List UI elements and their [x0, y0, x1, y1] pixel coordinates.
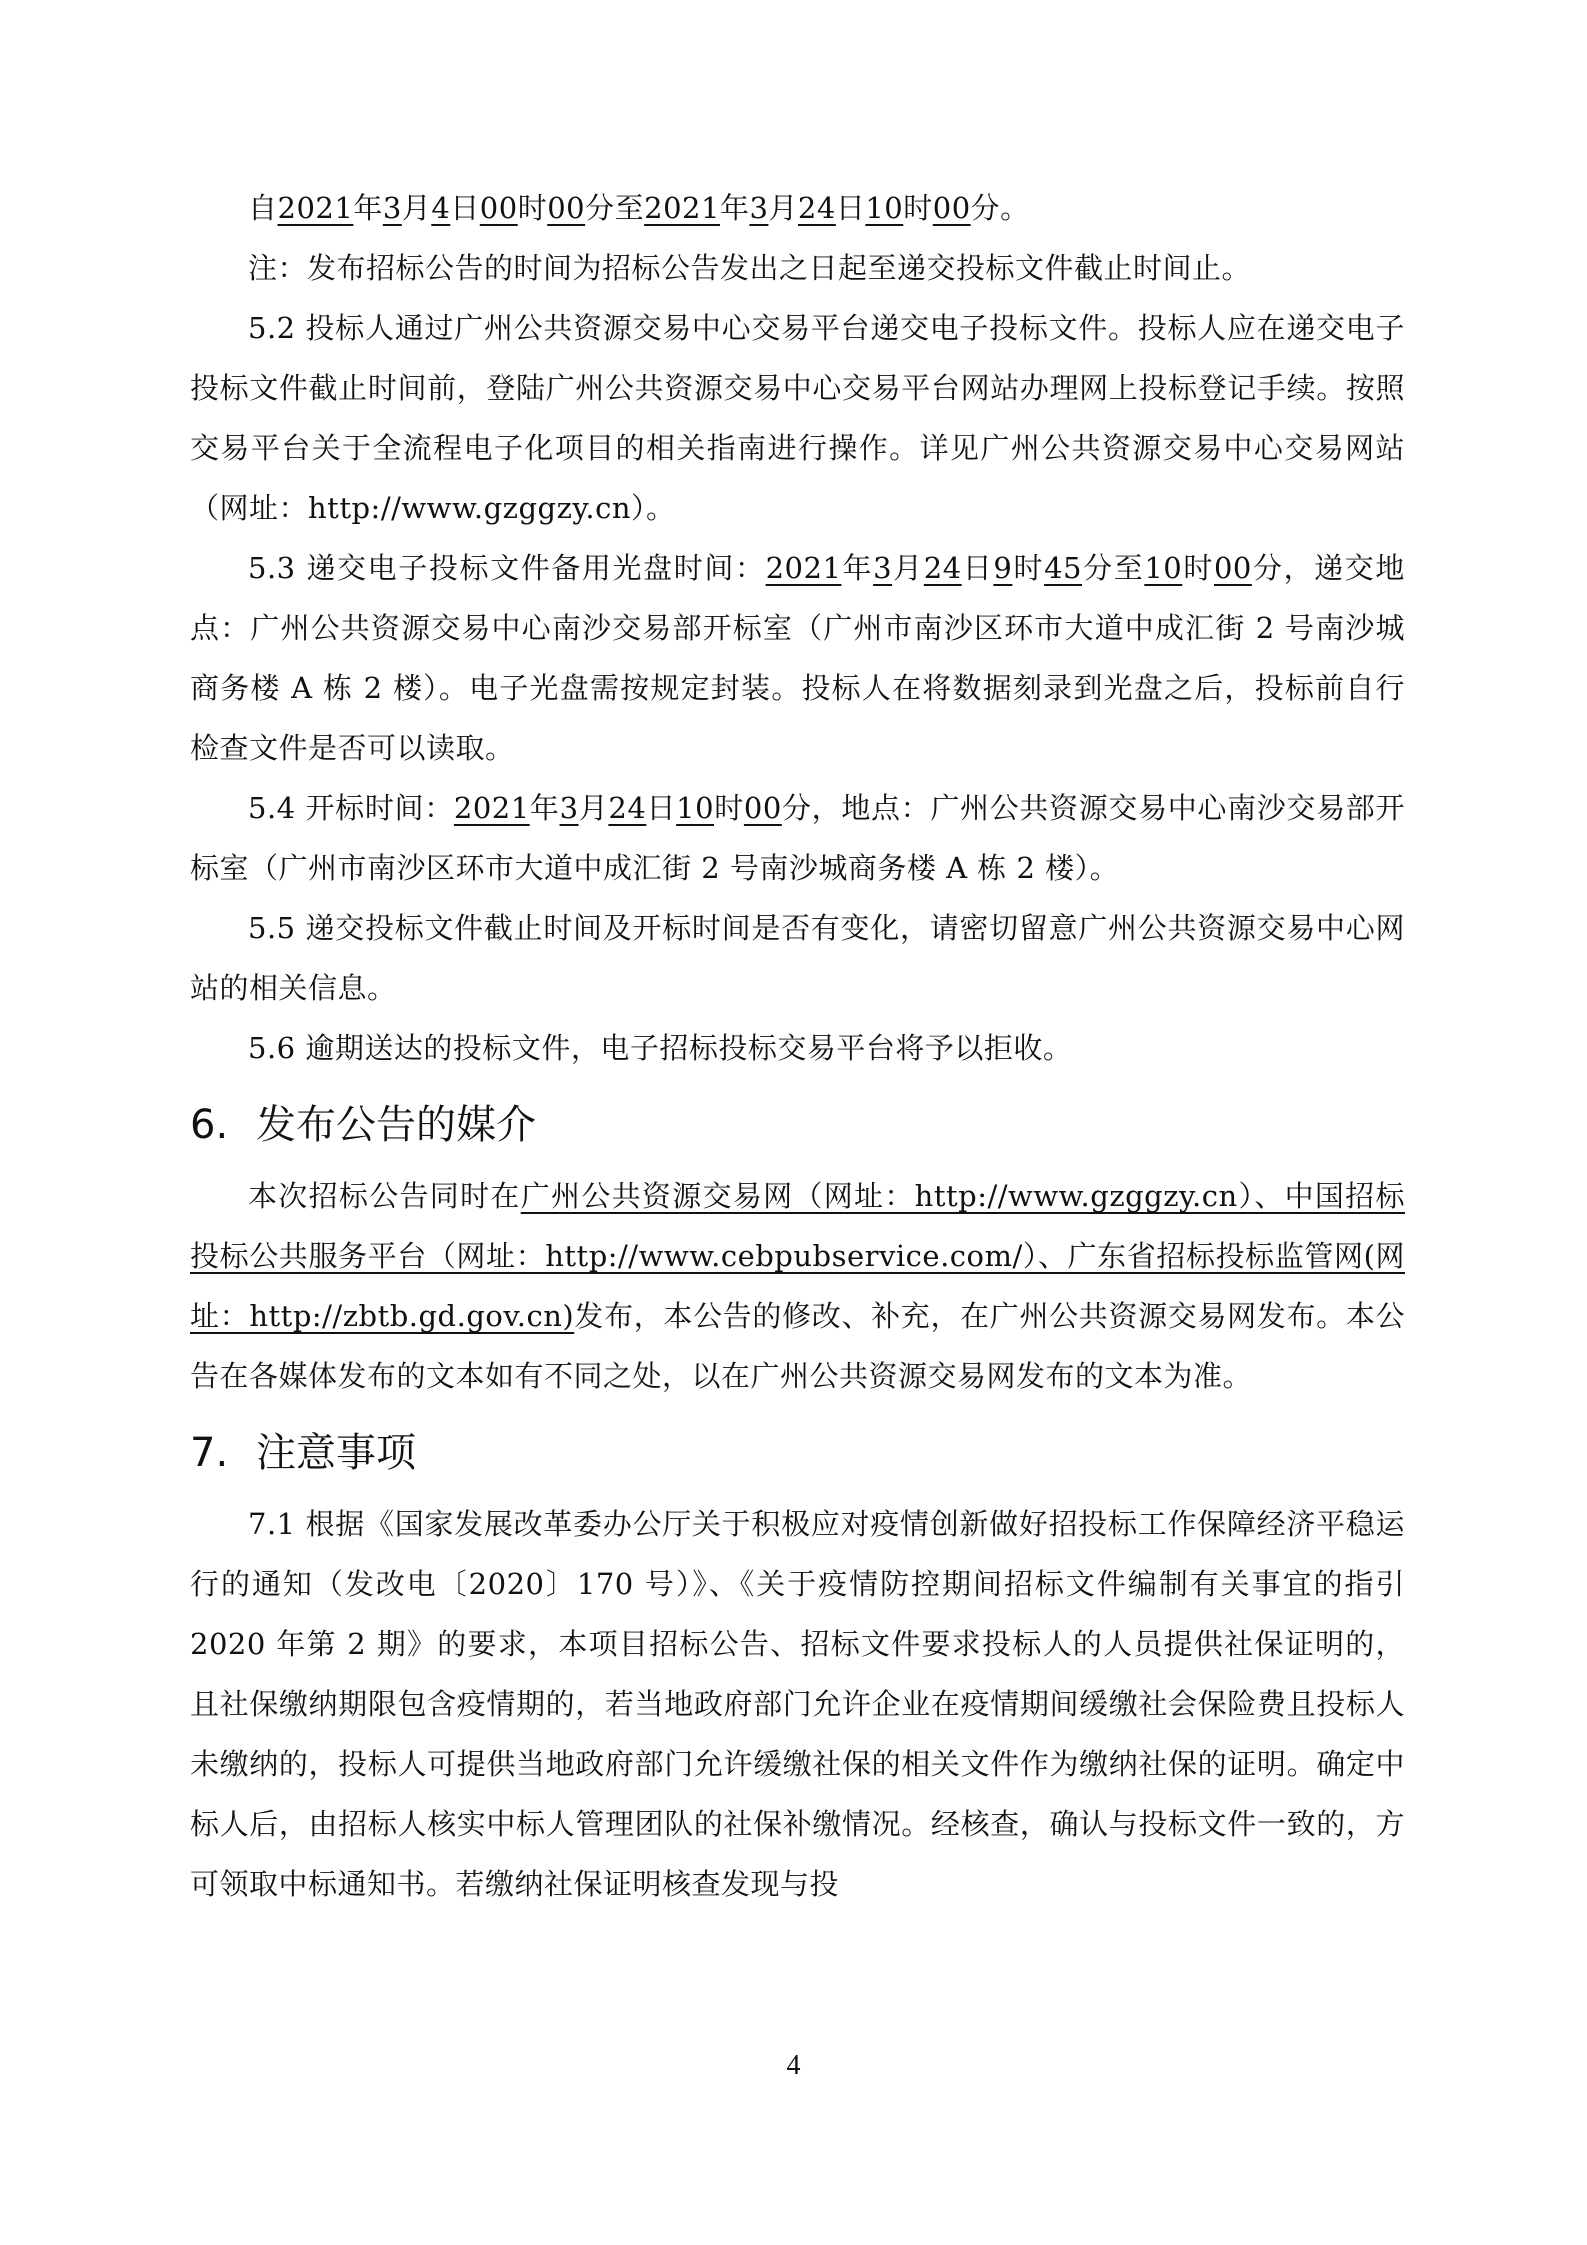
media-links: 广州公共资源交易网（网址：http://www.gzggzy.cn）、中国招标投标公共服务平台（网址：http://www.cebpubservice.com/）、广东省招标投标监管网(网址：http://zbtb.gd.gov.cn) — [190, 1179, 1405, 1333]
document-body — [190, 178, 1405, 1914]
bid-notice-period: 自2021年3月4日00时00分至2021年3月24日10时00分。 — [248, 191, 1030, 225]
paragraph-5-6: 5.6 逾期送达的投标文件，电子招标投标交易平台将予以拒收。 — [248, 1031, 1073, 1065]
note-paragraph: 注：发布招标公告的时间为招标公告发出之日起至递交投标文件截止时间止。 — [248, 251, 1252, 285]
section-6-heading: 6. 发布公告的媒介 — [190, 1102, 536, 1148]
paragraph-5-4: 5.4 开标时间：2021年3月24日10时00分，地点：广州公共资源交易中心南沙交易部开标室（广州市南沙区环市大道中成汇街 2 号南沙城商务楼 A 栋 2 楼）。 — [190, 791, 1405, 885]
paragraph-7-1: 7.1 根据《国家发展改革委办公厅关于积极应对疫情创新做好招投标工作保障经济平稳运行的通知（发改电〔2020〕170 号）》、《关于疫情防控期间招标文件编制有关事宜的指引 2020 年第 2 期》的要求，本项目招标公告、招标文件要求投标人的人员提供社保证明的，且社保缴纳期限包含疫情期的，若当地政府部门允许企业在疫情期间缓缴社会保险费且投标人未缴纳的，投标人可提供当地政府部门允许缓缴社保的相关文件作为缴纳社保的证明。确定中标人后，由招标人核实中标人管理团队的社保补缴情况。经核查，确认与投标文件一致的，方可领取中标通知书。若缴纳社保证明核查发现与投 — [190, 1507, 1405, 1901]
paragraph-5-2: 5.2 投标人通过广州公共资源交易中心交易平台递交电子投标文件。投标人应在递交电子投标文件截止时间前，登陆广州公共资源交易中心交易平台网站办理网上投标登记手续。按照交易平台关于全流程电子化项目的相关指南进行操作。详见广州公共资源交易中心交易网站（网址：http://www.gzggzy.cn）。 — [190, 311, 1405, 525]
section-7-heading: 7. 注意事项 — [190, 1430, 416, 1476]
paragraph-5-3: 5.3 递交电子投标文件备用光盘时间：2021年3月24日9时45分至10时00分，递交地点：广州公共资源交易中心南沙交易部开标室（广州市南沙区环市大道中成汇街 2 号南沙城商务楼 A 栋 2 楼）。电子光盘需按规定封装。投标人在将数据刻录到光盘之后，投标前自行检查文件是否可以读取。 — [190, 551, 1405, 765]
paragraph-5-5: 5.5 递交投标文件截止时间及开标时间是否有变化，请密切留意广州公共资源交易中心网站的相关信息。 — [190, 911, 1405, 1005]
page-number: 4 — [786, 2050, 801, 2081]
section-6-paragraph: 本次招标公告同时在广州公共资源交易网（网址：http://www.gzggzy.cn）、中国招标投标公共服务平台（网址：http://www.cebpubservice.com/）、广东省招标投标监管网(网址：http://zbtb.gd.gov.cn)发布，本公告的修改、补充，在广州公共资源交易网发布。本公告在各媒体发布的文本如有不同之处，以在广州公共资源交易网发布的文本为准。 — [190, 1179, 1405, 1393]
